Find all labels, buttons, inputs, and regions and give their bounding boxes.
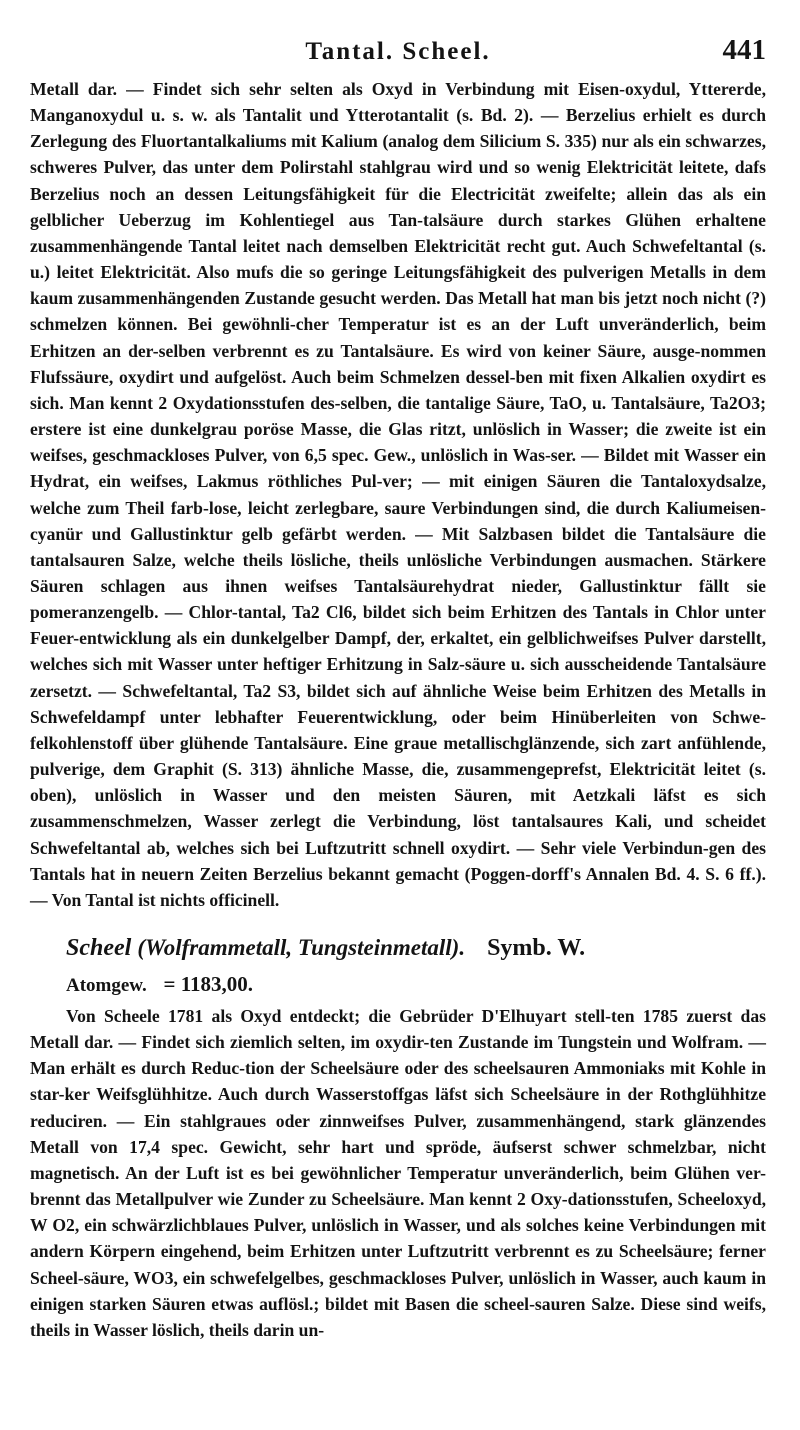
atomic-weight-value: = 1183,00.	[163, 972, 254, 996]
scheel-symbol: Symb. W.	[487, 935, 586, 961]
scheel-paragraph: Von Scheele 1781 als Oxyd entdeckt; die Gebrüder D'Elhuyart stell-ten 1785 zuerst das Metall dar. — Findet sich ziemlich selten, im oxydir-ten Zustande im Tungstein und Wolfram. — Man erhält es durch Reduc-tion der Scheelsäure oder des scheelsauren Ammoniaks mit Kohle in star-ker Weifsglühhitze. Auch durch Wasserstoffgas läfst sich Scheelsäure in der Rothglühhitze reduciren. — Ein stahlgraues oder zinnweifses Pulver, zusammenhängend, stark glänzendes Metall von 17,4 spec. Gewicht, sehr hart und spröde, äufserst schwer schmelzbar, nicht magnetisch. An der Luft ist es bei gewöhnlicher Temperatur unveränderlich, beim Glühen ver-brennt das Metallpulver wie Zunder zu Scheelsäure. Man kennt 2 Oxy-dationsstufen, Scheeloxyd, W O2, ein schwärzlichblaues Pulver, unlöslich in Wasser, und als solches keine Verbindungen mit andern Körpern eingehend, beim Erhitzen unter Luftzutritt verbrennt es zu Scheelsäure; ferner Scheel-säure, WO3, ein schwefelgelbes, geschmackloses Pulver, unlöslich in Wasser, auch kaum in einigen starken Säuren etwas auflösl.; bildet mit Basen die scheel-sauren Salze. Diese sind weifs, theils in Wasser löslich, theils darin un-	[30, 1006, 766, 1340]
running-head	[30, 30, 766, 76]
atomic-weight	[66, 969, 766, 1001]
running-head-title: Tantal. Scheel.	[305, 38, 491, 65]
scheel-heading	[66, 933, 766, 963]
tantal-paragraph: Metall dar. — Findet sich sehr selten als Oxyd in Verbindung mit Eisen-oxydul, Yttererde, Manganoxydul u. s. w. als Tantalit und Ytterotantalit (s. Bd. 2). — Berzelius erhielt es durch Zerlegung des Fluortantalkaliums mit Kalium (analog dem Silicium S. 335) nur als ein schwarzes, schweres Pulver, das unter dem Polirstahl stahlgrau wird und so wenig Elektricität leitete, dafs Berzelius noch an dessen Leitungsfähigkeit für die Electricität zweifelte; allein das als ein gelblicher Ueberzug im Kohlentiegel aus Tan-talsäure durch starkes Glühen erhaltene zusammenhängende Tantal leitet nach demselben Elektricität recht gut. Auch Schwefeltantal (s. u.) leitet Elektricität. Also mufs die so geringe Leitungsfähigkeit des pulverigen Metalls in dem kaum zusammenhängenden Zustande gesucht werden. Das Metall hat man bis jetzt noch nicht (?) schmelzen können. Bei gewöhnli-cher Temperatur ist es an der Luft unveränderlich, beim Erhitzen an der-selben verbrennt es zu Tantalsäure. Es wird von keiner Säure, ausge-nommen Flufssäure, oxydirt und aufgelöst. Auch beim Schmelzen dessel-ben mit fixen Alkalien oxydirt es sich. Man kennt 2 Oxydationsstufen des-selben, die tantalige Säure, TaO, u. Tantalsäure, Ta2O3; erstere ist eine dunkelgrau poröse Masse, die Glas ritzt, unlöslich in Wasser; die zweite ist ein weifses, geschmackloses Pulver, von 6,5 spec. Gew., unlöslich in Was-ser. — Bildet mit Wasser ein Hydrat, ein weifses, Lakmus röthliches Pul-ver; — mit einigen Säuren die Tantaloxydsalze, welche zum Theil farb-lose, leicht zerlegbare, saure Verbindungen sind, die durch Kaliumeisen-cyanür und Gallustinktur gelb gefärbt werden. — Mit Salzbasen bildet die Tantalsäure die tantalsauren Salze, welche theils lösliche, theils unlösliche Verbindungen ausmachen. Stärkere Säuren schlagen aus ihnen weifses Tantalsäurehydrat nieder, Gallustinktur fällt sie pomeranzengelb. — Chlor-tantal, Ta2 Cl6, bildet sich beim Erhitzen des Tantals in Chlor unter Feuer-entwicklung als ein dunkelgelber Dampf, der, erkaltet, ein gelblichweifses Pulver darstellt, welches sich mit Wasser unter heftiger Erhitzung in Salz-säure u. sich ausscheidende Tantalsäure zersetzt. — Schwefeltantal, Ta2 S3, bildet sich auf ähnliche Weise beim Erhitzen des Metalls in Schwefeldampf unter lebhafter Feuerentwicklung, oder beim Hinüberleiten von Schwe-felkohlenstoff über glühende Tantalsäure. Eine graue metallischglänzende, sich zart anfühlende, pulverige, dem Graphit (S. 313) ähnliche Masse, die, zusammengeprefst, Elektricität leitet (s. oben), unlöslich in Wasser und den meisten Säuren, mit Aetzkali läfst es sich zusammenschmelzen, Wasser zerlegt die Verbindung, löst tantalsaures Kali, und scheidet Schwefeltantal ab, welches sich bei Luftzutritt schnell oxydirt. — Sehr viele Verbindun-gen des Tantals hat in neuern Zeiten Berzelius bekannt gemacht (Poggen-dorff's Annalen Bd. 4. S. 6 ff.). — Von Tantal ist nichts officinell.	[30, 79, 766, 910]
page-number: 441	[722, 34, 766, 66]
atomic-weight-label: Atomgew.	[66, 975, 147, 996]
scheel-heading-synonyms: (Wolframmetall, Tungsteinmetall).	[137, 935, 466, 960]
scheel-heading-name: Scheel	[66, 935, 132, 961]
